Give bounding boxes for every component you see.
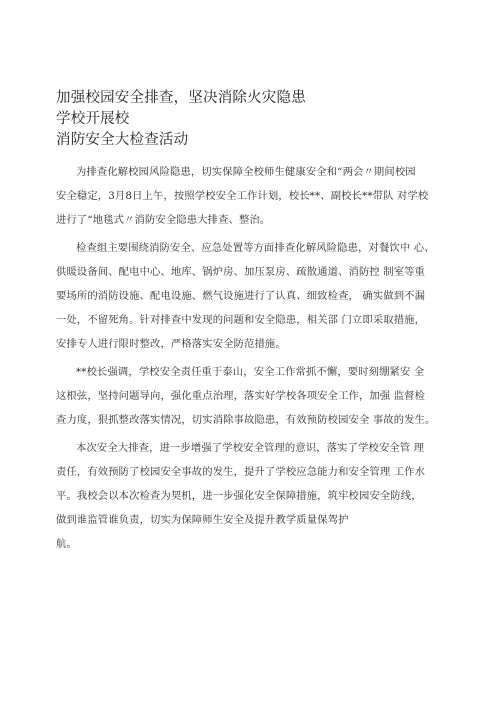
- paragraph-2-line-1: 检查组主要围绕消防安全、应急处置等方面排查化解风险隐患，对餐饮中 心、: [76, 242, 435, 254]
- paragraph-4-line-2: 责任，有效预防了校园安全事故的发生，提升了学校应急能力和安全管理 工作水: [56, 466, 426, 478]
- title-line-1: 加强校园安全排查，坚决消除火灾隐患: [56, 90, 306, 106]
- title-line-3: 消防安全大检查活动: [56, 132, 189, 148]
- paragraph-1-line-2: 安全稳定，3月8日上午，按照学校安全工作计划，校长**、副校长**带队 对学校: [56, 190, 429, 202]
- paragraph-1-line-3: 进行了“地毯式〃消防安全隐患大排查、整治。: [56, 214, 271, 226]
- paragraph-2: [56, 236, 456, 356]
- article-body: [56, 160, 456, 556]
- paragraph-2-line-3: 要场所的消防设施、配电设施、燃气设施进行了认真、细致检查， 确实做到不漏: [56, 290, 426, 302]
- paragraph-2-line-2: 供暖设备间、配电中心、地库、锅炉房、加压泵房、疏散通道、消防控 制室等重: [56, 266, 426, 278]
- paragraph-4-line-1: 本次安全大排查，进一步增强了学校安全管理的意识，落实了学校安全管 理: [76, 442, 425, 454]
- paragraph-3: [56, 360, 456, 432]
- paragraph-4: [56, 436, 456, 556]
- article-title: [56, 88, 476, 151]
- paragraph-2-line-5: 安排专人进行限时整改，严格落实安全防范措施。: [56, 338, 286, 350]
- paragraph-3-line-3: 查力度，狠抓整改落实情况，切实消除事故隐患，有效预防校园安全 事故的发生。: [56, 414, 436, 426]
- paragraph-3-line-1: **校长强调，学校安全责任重于泰山，安全工作常抓不懈，要时刻绷紧安 全: [76, 366, 425, 378]
- paragraph-4-line-5: 航。: [56, 538, 77, 550]
- paragraph-1: [56, 160, 456, 232]
- paragraph-4-line-3: 平。我校会以本次检查为契机，进一步强化安全保障措施，筑牢校园安全防线，: [56, 490, 422, 502]
- paragraph-2-line-4: 一处，不留死角。针对排查中发现的问题和安全隐患，相关部 门立即采取措施，: [56, 314, 426, 326]
- title-line-2: 学校开展校: [56, 111, 130, 127]
- paragraph-1-line-1: 为排查化解校园风险隐患，切实保障全校师生健康安全和“两会〃期间校园: [76, 166, 416, 178]
- paragraph-4-line-4: 做到谁监管谁负责，切实为保障师生安全及提升教学质量保驾护: [56, 514, 349, 526]
- paragraph-3-line-2: 这根弦，坚持问题导向，强化重点治理，落实好学校各项安全工作，加强 监督检: [56, 390, 426, 402]
